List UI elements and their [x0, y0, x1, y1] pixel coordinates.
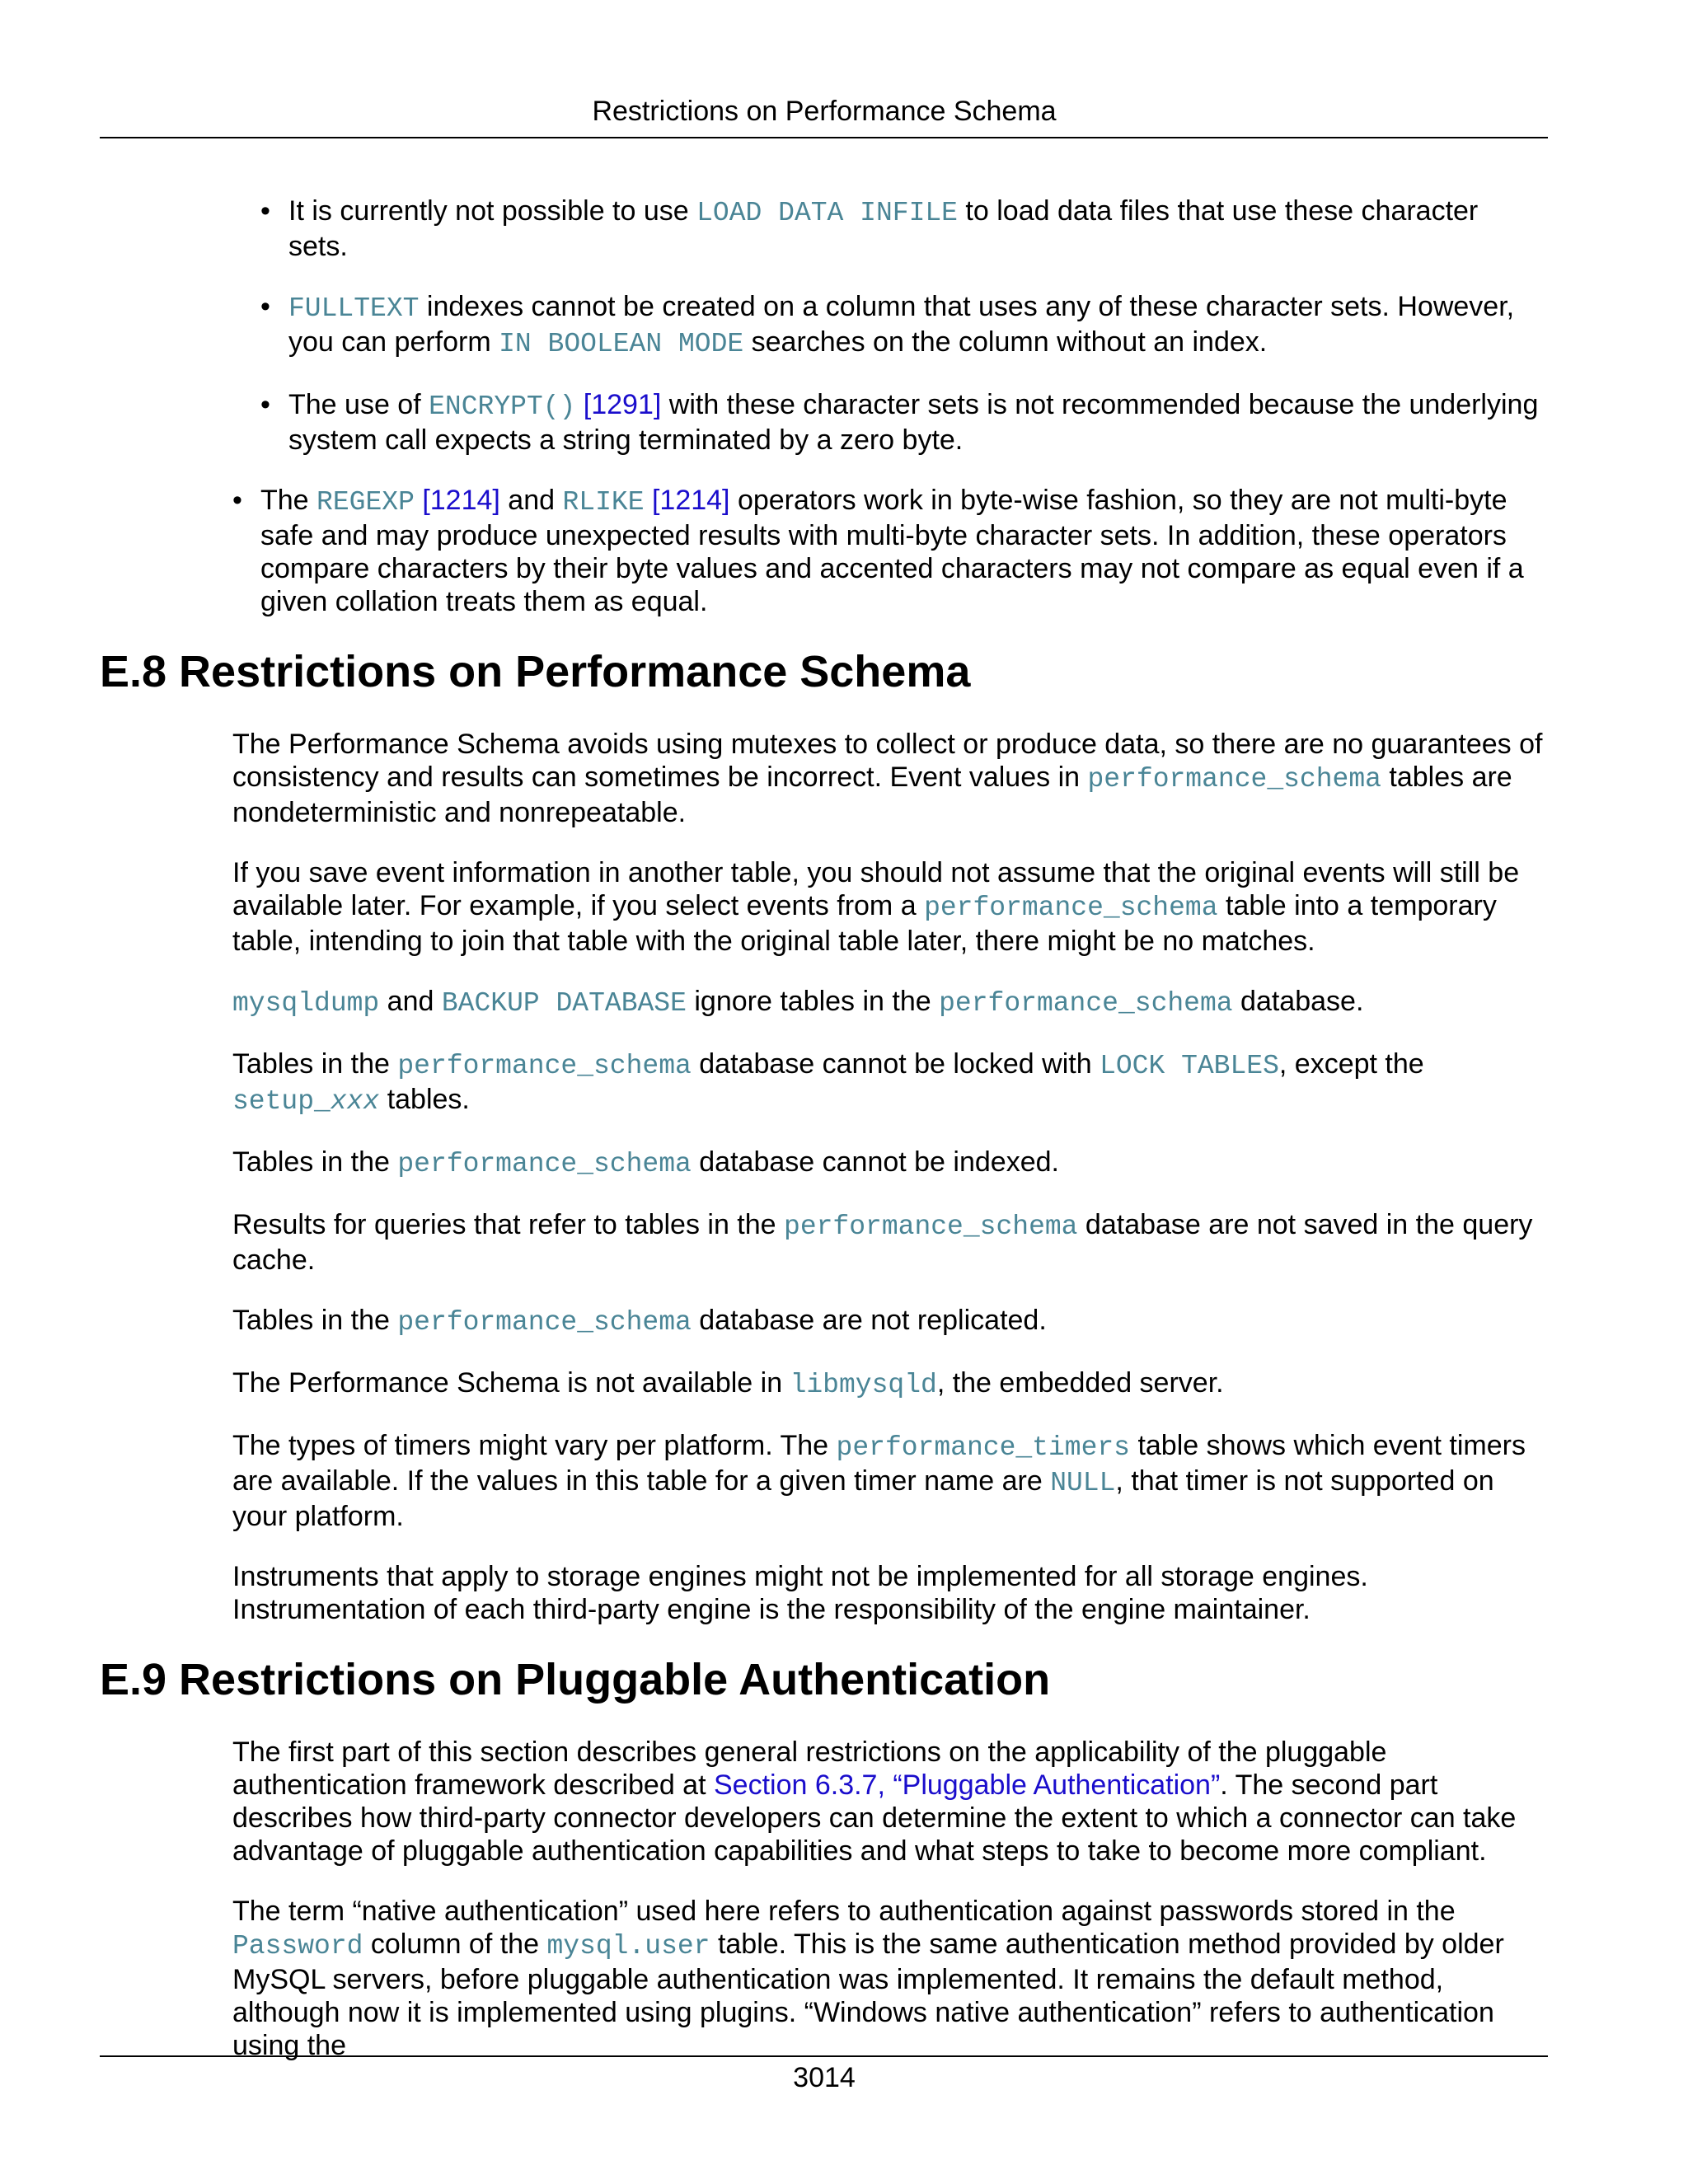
code-term: IN BOOLEAN MODE — [499, 329, 744, 359]
header-rule — [100, 137, 1548, 138]
code-term: BACKUP DATABASE — [441, 988, 687, 1019]
paragraph: Results for queries that refer to tables in the performance_schema database are not saved in the query cache. — [232, 1209, 1533, 1276]
code-term: performance_schema — [924, 893, 1218, 923]
sub-bullet-list — [0, 194, 1688, 457]
paragraph: The first part of this section describes general restrictions on the applicability of the pluggable authentication framework described at Section 6.3.7, “Pluggable Authentication”. The second part describes how third-party connector developers can determine the extent to which a connector can take advantage of pluggable authentication capabilities and what steps to take to become more compliant. — [232, 1736, 1517, 1867]
bullet-icon: • — [232, 485, 242, 516]
paragraph: Instruments that apply to storage engines might not be implemented for all storage engines. Instrumentation of each third-party engine is the responsibility of the engine maintainer. — [232, 1561, 1368, 1625]
page-ref-link[interactable]: [1291] — [583, 389, 662, 420]
code-term: performance_schema — [939, 988, 1233, 1019]
code-term: ENCRYPT() — [429, 391, 576, 422]
code-term: performance_timers — [836, 1432, 1130, 1463]
bullet-icon: • — [260, 195, 270, 227]
page-number: 3014 — [793, 2062, 856, 2093]
paragraph: The Performance Schema avoids using mutexes to collect or produce data, so there are no guarantees of consistency and results can sometimes be incorrect. Event values in performance_schema tables are nondeterministic and nonrepeatable. — [232, 729, 1543, 828]
code-term: LOAD DATA INFILE — [696, 198, 958, 228]
code-term: performance_schema — [397, 1149, 692, 1179]
code-term: LOCK TABLES — [1100, 1051, 1279, 1081]
code-term: performance_schema — [397, 1051, 692, 1081]
paragraph: If you save event information in another table, you should not assume that the original events will still be available later. For example, if you select events from a performance_schema table into a temporary table, intending to join that table with the original table later, there might be no matches. — [232, 857, 1520, 957]
paragraph: mysqldump and BACKUP DATABASE ignore tables in the performance_schema database. — [232, 986, 1364, 1019]
page-body — [0, 194, 1688, 2089]
paragraph: Tables in the performance_schema database cannot be locked with LOCK TABLES, except the setup_xxx tables. — [232, 1048, 1424, 1117]
code-term: FULLTEXT — [288, 293, 420, 324]
paragraph: The term “native authentication” used here refers to authentication against passwords stored in the Password column of the mysql.user table. This is the same authentication method provided by older MySQL servers, before pluggable authentication was implemented. It remains the default method, although now it is implemented using plugins. “Windows native authentication” refers to authentication using the — [232, 1896, 1504, 2061]
list-item: • The REGEXP [1214] and RLIKE [1214] operators work in byte-wise fashion, so they are not multi-byte safe and may produce unexpected results with multi-byte character sets. In addition, these operators compare characters by their byte values and accented characters may not compare as equal even if a given collation treats them as equal. — [232, 485, 1524, 617]
paragraph: Tables in the performance_schema database cannot be indexed. — [232, 1146, 1059, 1179]
code-term: RLIKE — [562, 487, 645, 518]
code-term: Password — [232, 1931, 363, 1961]
code-term: mysqldump — [232, 988, 380, 1019]
section-heading-e8: E.8 Restrictions on Performance Schema — [100, 647, 971, 696]
page-ref-link[interactable]: [1214] — [651, 485, 730, 516]
bullet-icon: • — [260, 389, 270, 420]
section-link[interactable]: Section 6.3.7, “Pluggable Authentication” — [713, 1769, 1221, 1801]
paragraph: Tables in the performance_schema database are not replicated. — [232, 1305, 1047, 1338]
running-header: Restrictions on Performance Schema — [592, 96, 1057, 127]
footer-rule — [100, 2055, 1548, 2057]
list-item: • FULLTEXT indexes cannot be created on a column that uses any of these character sets. However, you can perform IN BOOLEAN MODE searches on the column without an index. — [260, 291, 1515, 359]
bullet-list — [0, 484, 1688, 618]
bullet-icon: • — [260, 291, 270, 322]
code-term: libmysqld — [790, 1370, 937, 1400]
list-item: • It is currently not possible to use LOAD DATA INFILE to load data files that use these character sets. — [260, 195, 1479, 262]
list-item: • The use of ENCRYPT() [1291] with these character sets is not recommended because the underlying system call expects a string terminated by a zero byte. — [260, 389, 1539, 456]
page-ref-link[interactable]: [1214] — [422, 485, 500, 516]
code-term: performance_schema — [784, 1212, 1078, 1242]
code-term: performance_schema — [1087, 764, 1381, 794]
section-heading-e9: E.9 Restrictions on Pluggable Authentication — [100, 1655, 1051, 1704]
code-term: setup_xxx — [232, 1086, 380, 1117]
paragraph: The Performance Schema is not available in libmysqld, the embedded server. — [232, 1367, 1224, 1400]
paragraph: The types of timers might vary per platform. The performance_timers table shows which event timers are available. If the values in this table for a given timer name are NULL, that timer is not supported on your platform. — [232, 1430, 1526, 1532]
code-term: REGEXP — [316, 487, 415, 518]
code-term: NULL — [1050, 1468, 1116, 1498]
code-term: performance_schema — [397, 1307, 692, 1338]
code-term: mysql.user — [546, 1931, 710, 1961]
